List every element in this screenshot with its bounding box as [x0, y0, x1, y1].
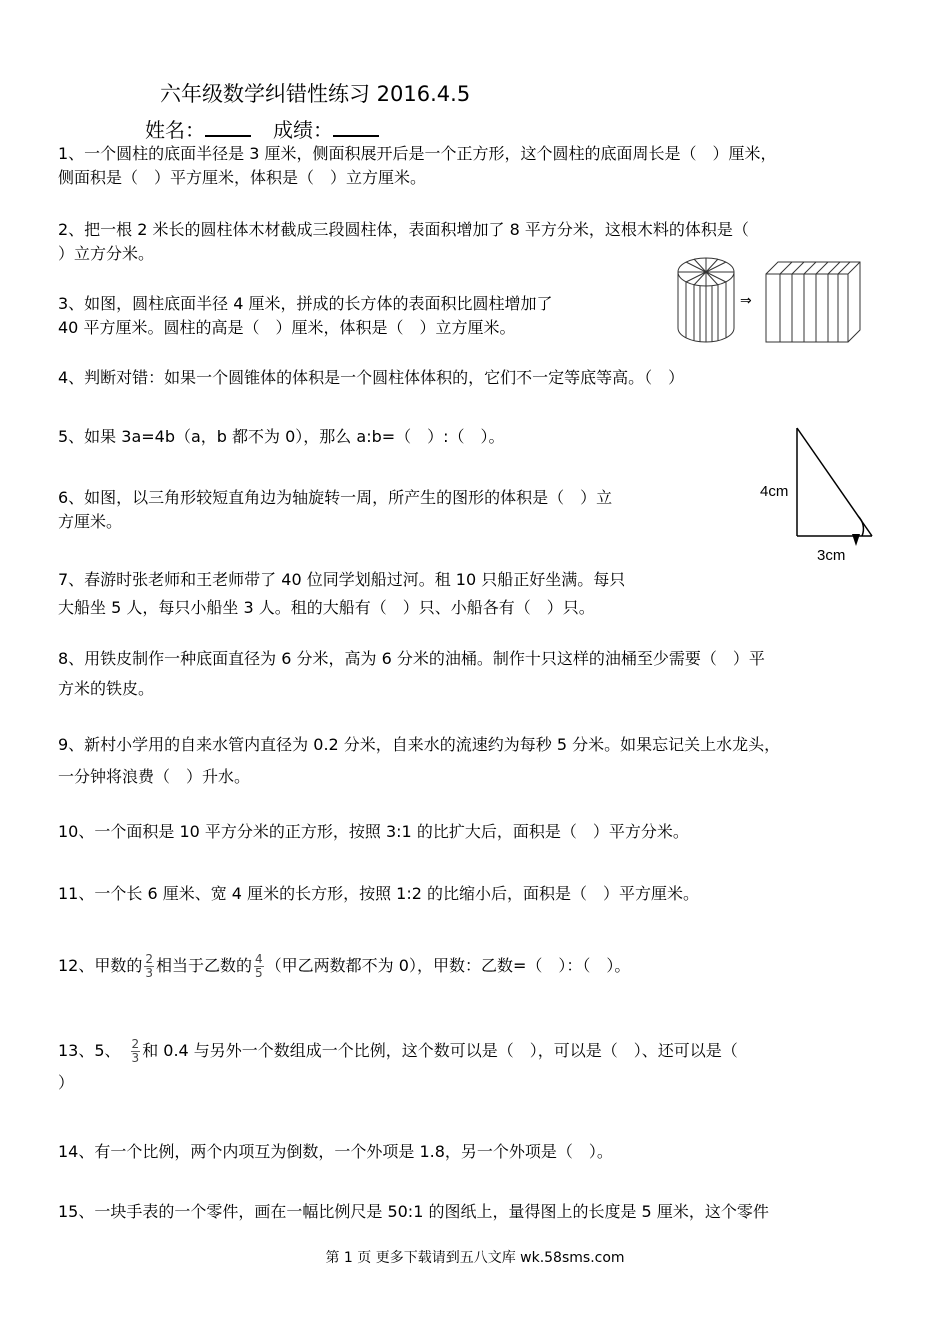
- question-13: [58, 1031, 908, 1095]
- question-12-part1: 12、甲数的: [58, 956, 143, 975]
- page-footer: 第 1 页 更多下载请到五八文库 wk.58sms.com: [325, 1250, 625, 1266]
- question-1: [58, 142, 908, 190]
- question-2-line1: 2、把一根 2 米长的圆柱体木材截成三段圆柱体，表面积增加了 8 平方分米，这根木料的体积是（: [58, 220, 749, 239]
- name-blank[interactable]: [205, 117, 251, 137]
- question-1-line1: 1、一个圆柱的底面半径是 3 厘米，侧面积展开后是一个正方形，这个圆柱的底面周长是（ ）厘米，: [58, 144, 777, 163]
- question-12: [58, 946, 908, 986]
- question-14-line1: 14、有一个比例，两个内项互为倒数，一个外项是 1.8，另一个外项是（ ）。: [58, 1142, 613, 1161]
- question-3-line2: 40 平方厘米。圆柱的高是（ ）厘米，体积是（ ）立方厘米。: [58, 318, 516, 337]
- question-9: [58, 729, 908, 793]
- page-title: 六年级数学纠错性练习 2016.4.5: [160, 82, 471, 106]
- right-triangle-figure: [792, 424, 880, 550]
- fraction-2-3: $\frac{2}{3}$: [145, 952, 154, 980]
- question-11: [58, 882, 908, 906]
- score-blank[interactable]: [333, 117, 379, 137]
- question-9-line2: 一分钟将浪费（ ）升水。: [58, 767, 251, 786]
- fraction-2-3-q13: $\frac{2}{3}$: [131, 1037, 140, 1065]
- name-score-row: [145, 114, 401, 143]
- question-9-line1: 9、新村小学用的自来水管内直径为 0.2 分米，自来水的流速约为每秒 5 分米。如果忘记关上水龙头，: [58, 735, 781, 754]
- question-6-line1: 6、如图，以三角形较短直角边为轴旋转一周，所产生的图形的体积是（ ）立: [58, 488, 613, 507]
- question-10: [58, 820, 908, 844]
- question-10-line1: 10、一个面积是 10 平方分米的正方形，按照 3:1 的比扩大后，面积是（ ）平方分米。: [58, 822, 689, 841]
- triangle-height-label: 4cm: [760, 483, 789, 500]
- question-4-line1: 4、判断对错：如果一个圆锥体的体积是一个圆柱体体积的，它们不一定等底等高。（ ）: [58, 368, 685, 387]
- question-13-part2: 和 0.4 与另外一个数组成一个比例，这个数可以是（ ），可以是（ ）、还可以是（: [142, 1041, 738, 1060]
- question-4: [58, 366, 908, 390]
- question-3: [58, 292, 658, 340]
- question-14: [58, 1140, 908, 1164]
- question-8-line1: 8、用铁皮制作一种底面直径为 6 分米，高为 6 分米的油桶。制作十只这样的油桶至少需要（ ）平: [58, 649, 765, 668]
- question-13-line2: ）: [58, 1073, 75, 1092]
- question-1-line2: 侧面积是（ ）平方厘米，体积是（ ）立方厘米。: [58, 168, 427, 187]
- question-2-line2: ）立方分米。: [58, 244, 155, 263]
- question-12-part2: 相当于乙数的: [156, 956, 253, 975]
- question-7-line2: 大船坐 5 人，每只小船坐 3 人。租的大船有（ ）只、小船各有（ ）只。: [58, 598, 595, 617]
- question-5: [58, 425, 908, 449]
- name-label: 姓名：: [145, 118, 205, 142]
- question-15: [58, 1200, 908, 1224]
- triangle-base-label: 3cm: [817, 547, 846, 564]
- question-7-line1: 7、春游时张老师和王老师带了 40 位同学划船过河。租 10 只船正好坐满。每只: [58, 570, 626, 589]
- question-6-line2: 方厘米。: [58, 512, 123, 531]
- cylinder-to-cuboid-figure: [674, 252, 864, 348]
- fraction-4-5: $\frac{4}{5}$: [255, 952, 263, 980]
- question-11-line1: 11、一个长 6 厘米、宽 4 厘米的长方形，按照 1:2 的比缩小后，面积是（ ）平方厘米。: [58, 884, 699, 903]
- question-7: [58, 566, 748, 622]
- question-12-part3: （甲乙两数都不为 0），甲数：乙数=（ ）：（ ）。: [265, 956, 631, 975]
- question-5-line1: 5、如果 3a=4b（a，b 都不为 0），那么 a:b=（ ）:（ ）。: [58, 427, 505, 446]
- question-3-line1: 3、如图，圆柱底面半径 4 厘米，拼成的长方体的表面积比圆柱增加了: [58, 294, 553, 313]
- score-label: 成绩：: [273, 118, 333, 142]
- question-8-line2: 方米的铁皮。: [58, 679, 155, 698]
- question-8: [58, 644, 908, 704]
- question-6: [58, 486, 748, 534]
- right-arrow-icon: ⇒: [740, 293, 752, 309]
- question-15-line1: 15、一块手表的一个零件，画在一幅比例尺是 50:1 的图纸上，量得图上的长度是 5 厘米，这个零件: [58, 1202, 769, 1221]
- question-13-part1: 13、5、: [58, 1041, 121, 1060]
